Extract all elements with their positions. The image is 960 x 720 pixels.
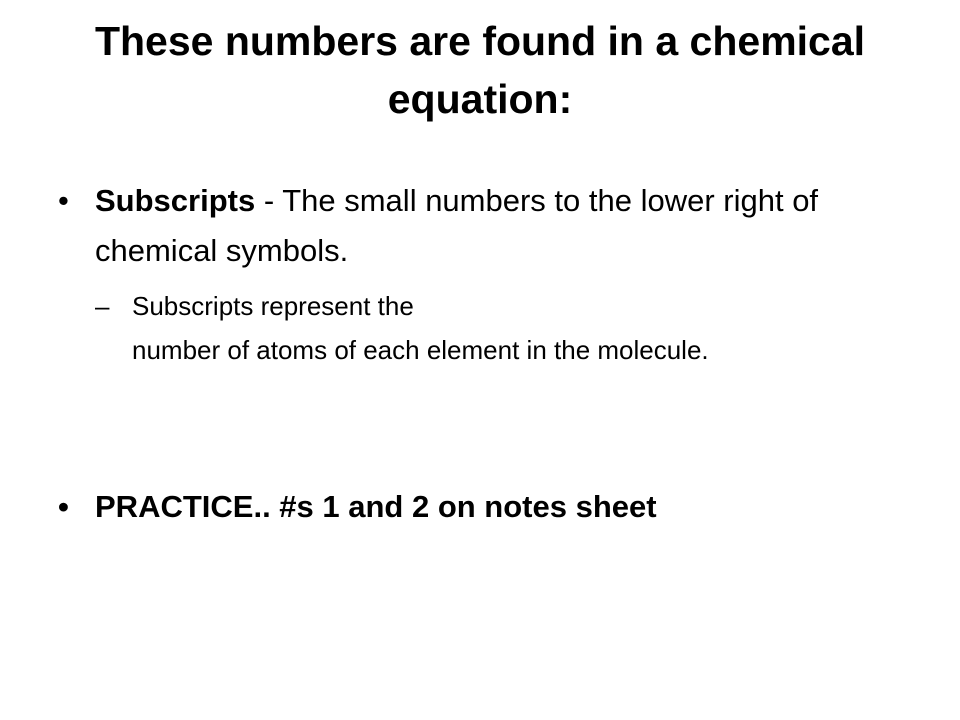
bullet-marker: • (58, 183, 69, 218)
bullet-practice (58, 482, 918, 532)
bullet-subscripts (58, 176, 918, 372)
bullet-marker: • (58, 489, 69, 524)
sub-bullet-marker: – (95, 291, 110, 321)
sub-bullet-text-rest: number of atoms of each element in the molecule. (132, 335, 709, 365)
bullet-list (58, 176, 918, 532)
sub-bullet-text-line1: Subscripts represent the (132, 291, 414, 321)
bullet-term: Subscripts (95, 183, 256, 218)
bullet-text: - The small numbers to the lower right of chemical symbols. (95, 183, 819, 268)
bullet-text: PRACTICE.. #s 1 and 2 on notes sheet (95, 489, 657, 524)
sub-bullet-item (95, 284, 772, 372)
sub-bullet-list (95, 284, 918, 372)
slide-title: These numbers are found in a chemical equation: (94, 18, 866, 122)
